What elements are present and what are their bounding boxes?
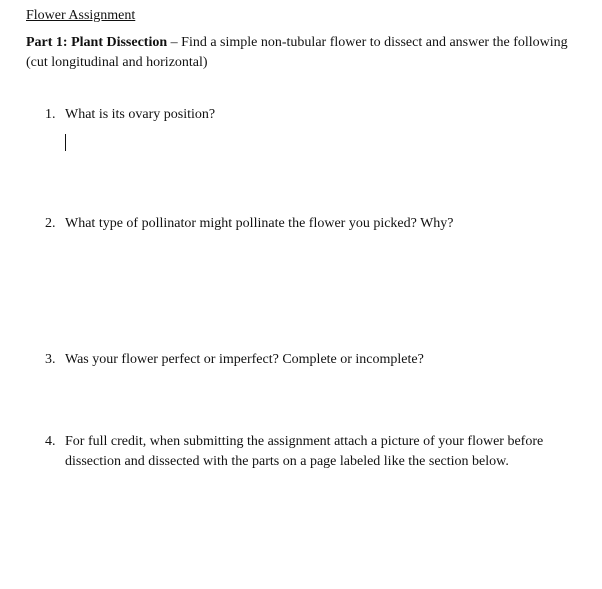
question-number: 3. — [45, 352, 56, 367]
question-text: What is its ovary position? — [65, 107, 216, 122]
question-text: What type of pollinator might pollinate the flower you picked? Why? — [65, 216, 454, 231]
question-3 — [45, 350, 565, 370]
question-text: Was your flower perfect or imperfect? Complete or incomplete? — [65, 352, 424, 367]
question-1 — [45, 105, 565, 125]
text-cursor — [65, 134, 66, 151]
question-4 — [45, 432, 565, 472]
part1-lead: Part 1: Plant Dissection — [26, 35, 168, 50]
part1-header — [26, 33, 586, 73]
document-title: Flower Assignment — [26, 8, 136, 23]
question-number: 2. — [45, 216, 56, 231]
part1-instruction: Find a simple non-tubular flower to dissect and answer the following (cut longitudinal and horizontal) — [26, 35, 568, 70]
question-2 — [45, 214, 565, 234]
part1-dash: – — [167, 35, 182, 50]
question-text: For full credit, when submitting the assignment attach a picture of your flower before dissection and dissected with the parts on a page labeled like the section below. — [65, 434, 544, 469]
question-number: 1. — [45, 107, 56, 122]
question-number: 4. — [45, 434, 56, 449]
